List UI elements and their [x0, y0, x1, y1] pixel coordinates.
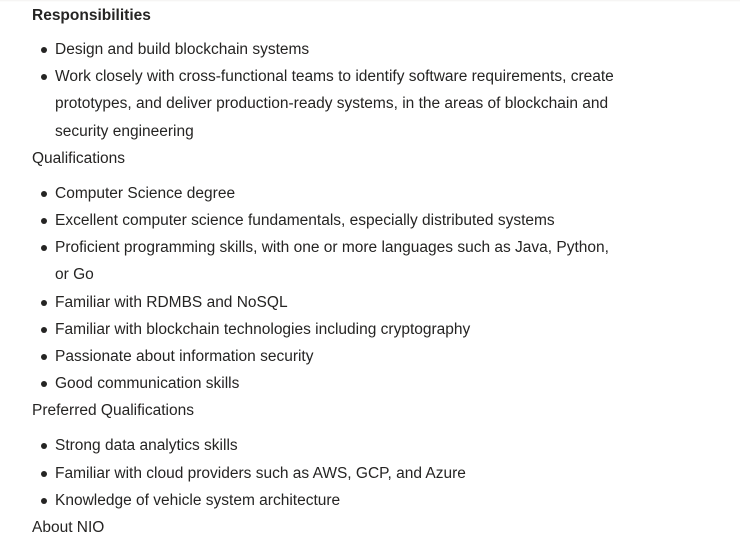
- list-item: Work closely with cross-functional teams to identify software requirements, create prototypes, and deliver production-ready systems, in the areas of blockchain and security engineering: [32, 63, 615, 145]
- bullet-icon: [41, 300, 47, 306]
- section-title-about-nio: About NIO: [32, 519, 105, 537]
- bullet-icon: [41, 191, 47, 197]
- list-item: Excellent computer science fundamentals, especially distributed systems: [32, 207, 615, 234]
- bullet-icon: [41, 354, 47, 360]
- bullet-icon: [41, 245, 47, 251]
- preferred-qualifications-list: [32, 432, 712, 514]
- bullet-icon: [41, 381, 47, 387]
- list-item: Proficient programming skills, with one or more languages such as Java, Python, or Go: [32, 234, 615, 288]
- list-item: Knowledge of vehicle system architecture: [32, 487, 615, 514]
- bullet-icon: [41, 327, 47, 333]
- bullet-icon: [41, 74, 47, 80]
- list-item: Strong data analytics skills: [32, 432, 615, 459]
- bullet-icon: [41, 471, 47, 477]
- section-title-preferred-qualifications: Preferred Qualifications: [32, 402, 194, 420]
- bullet-icon: [41, 498, 47, 504]
- list-item: Passionate about information security: [32, 343, 615, 370]
- list-item: Computer Science degree: [32, 180, 615, 207]
- list-item: Familiar with cloud providers such as AWS, GCP, and Azure: [32, 460, 615, 487]
- bullet-icon: [41, 47, 47, 53]
- list-item: Familiar with RDMBS and NoSQL: [32, 289, 615, 316]
- top-divider: [0, 0, 740, 2]
- section-title-responsibilities: Responsibilities: [32, 7, 151, 24]
- bullet-icon: [41, 443, 47, 449]
- job-description: [32, 5, 712, 541]
- list-item: Design and build blockchain systems: [32, 36, 615, 63]
- list-item: Familiar with blockchain technologies including cryptography: [32, 316, 615, 343]
- list-item: Good communication skills: [32, 370, 615, 397]
- section-title-qualifications: Qualifications: [32, 149, 126, 167]
- qualifications-list: [32, 180, 712, 398]
- responsibilities-list: [32, 36, 712, 145]
- bullet-icon: [41, 218, 47, 224]
